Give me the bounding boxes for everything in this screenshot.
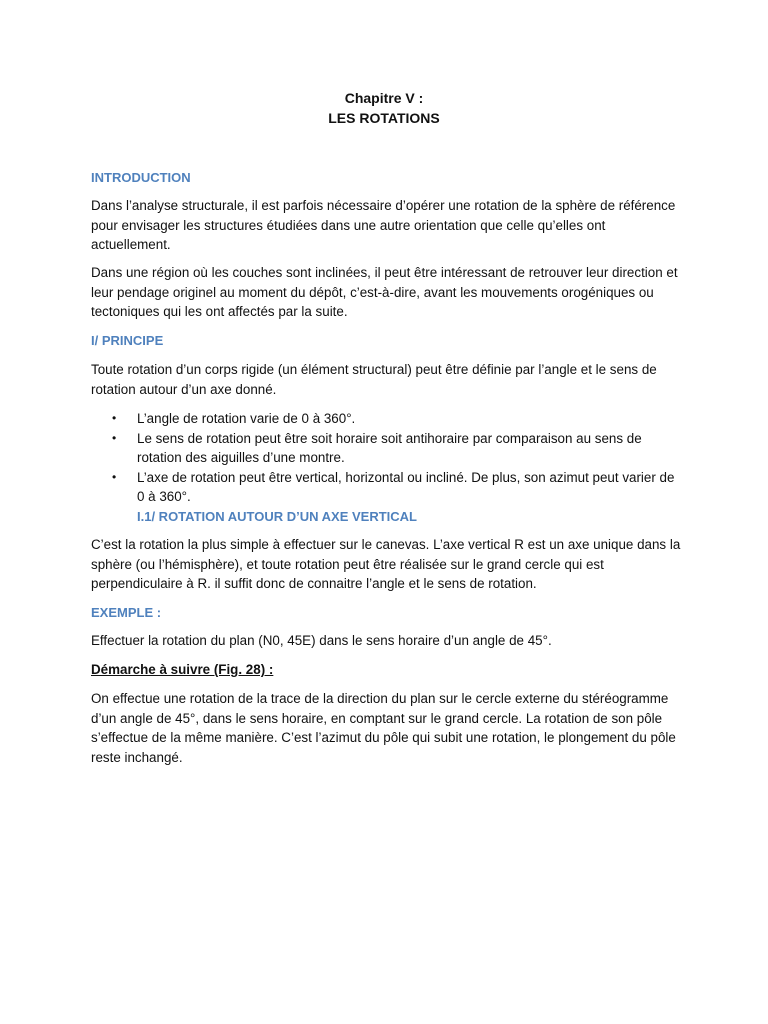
- bullet-icon: •: [112, 469, 117, 484]
- rotation-vertical-heading: I.1/ ROTATION AUTOUR D’UN AXE VERTICAL: [137, 509, 417, 524]
- chapter-title: LES ROTATIONS: [328, 110, 440, 126]
- introduction-paragraph-2: Dans une région où les couches sont inclinées, il peut être intéressant de retrouver leur direction et leur pendage originel au moment du dépôt, c’est-à-dire, avant les mouvements orogéniques ou tectoniques qui les ont affectés par la suite.: [91, 265, 678, 319]
- principe-bullet-list: [112, 409, 682, 507]
- bullet-text: Le sens de rotation peut être soit horaire soit antihoraire par comparaison au sens de rotation des aiguilles d’une montre.: [137, 430, 642, 465]
- demarche-paragraph: On effectue une rotation de la trace de la direction du plan sur le cercle externe du stéréogramme d’un angle de 45°, dans le sens horaire, en comptant sur le grand cercle. La rotation de son pôle s’effectue de la même manière. C’est l’azimut du pôle qui subit une rotation, le plongement du pôle reste inchangé.: [91, 691, 676, 765]
- list-item: [112, 429, 682, 468]
- exemple-heading: EXEMPLE :: [91, 605, 162, 620]
- introduction-heading: INTRODUCTION: [91, 170, 191, 185]
- chapter-number: Chapitre V :: [344, 90, 424, 106]
- principe-heading: I/ PRINCIPE: [91, 333, 164, 348]
- list-item: [112, 468, 682, 507]
- introduction-paragraph-1: Dans l’analyse structurale, il est parfois nécessaire d’opérer une rotation de la sphère de référence pour envisager les structures étudiées dans une autre orientation que celle qu’elles ont actuellement.: [91, 198, 676, 252]
- exemple-paragraph: Effectuer la rotation du plan (N0, 45E) dans le sens horaire d’un angle de 45°.: [91, 633, 552, 648]
- bullet-text: L’axe de rotation peut être vertical, horizontal ou incliné. De plus, son azimut peut varier de 0 à 360°.: [137, 469, 675, 504]
- rotation-vertical-paragraph: C’est la rotation la plus simple à effectuer sur le canevas. L’axe vertical R est un axe unique dans la sphère (ou l’hémisphère), et toute rotation peut être réalisée sur le grand cercle qui est perpendiculaire à R. il suffit donc de connaitre l’angle et le sens de rotation.: [91, 537, 681, 591]
- bullet-icon: •: [112, 411, 117, 425]
- principe-paragraph: Toute rotation d’un corps rigide (un élément structural) peut être définie par l’angle et le sens de rotation autour d’un axe donné.: [91, 362, 657, 397]
- demarche-heading: Démarche à suivre (Fig. 28) :: [91, 662, 274, 677]
- bullet-text: L’angle de rotation varie de 0 à 360°.: [137, 411, 356, 426]
- bullet-icon: •: [112, 430, 117, 445]
- list-item: [112, 409, 682, 429]
